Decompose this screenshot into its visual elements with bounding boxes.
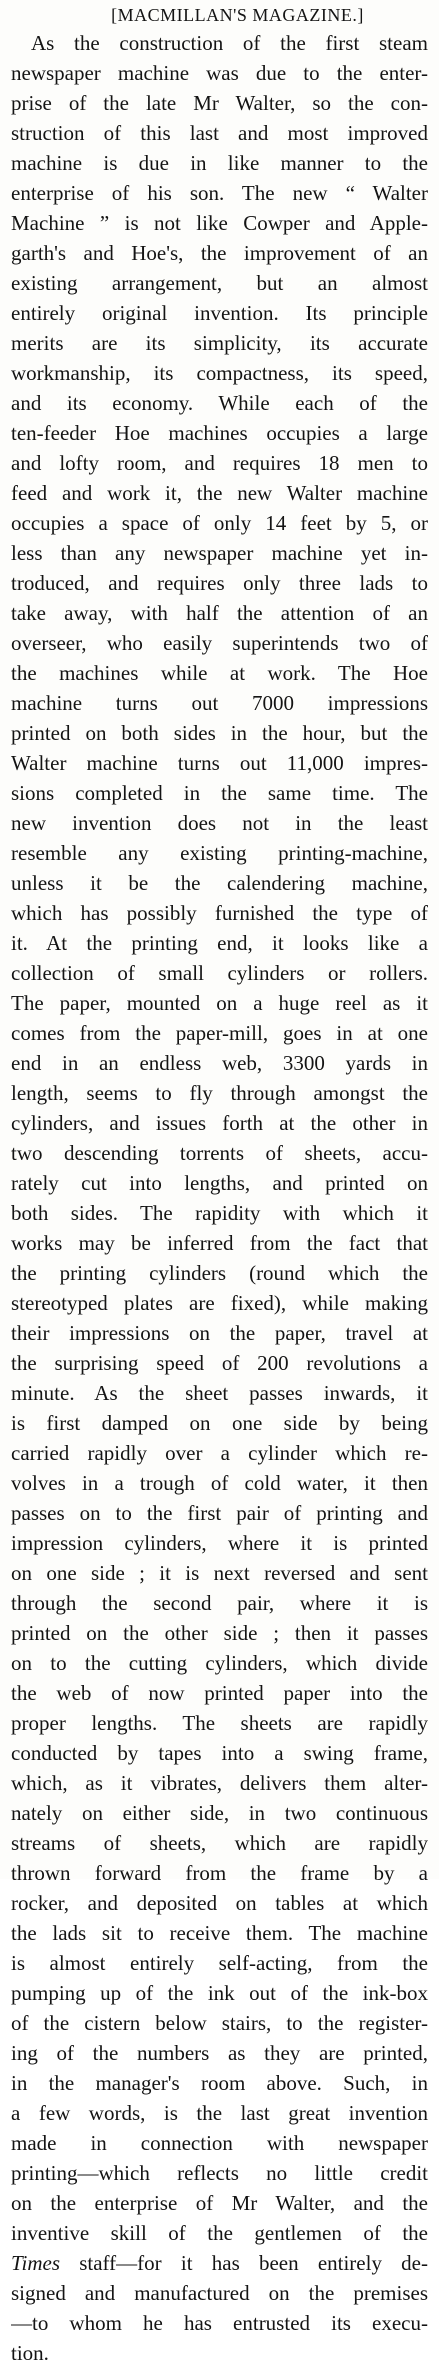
text-line: and lofty room, and requires 18 men to bbox=[11, 451, 428, 475]
text-line: Walter machine turns out 11,000 impres- bbox=[11, 751, 428, 775]
text-line: the printing cylinders (round which the bbox=[11, 1261, 428, 1285]
article-body bbox=[11, 28, 428, 2368]
text-line: their impressions on the paper, travel at bbox=[11, 1321, 428, 1345]
text-line: troduced, and requires only three lads to bbox=[11, 571, 428, 595]
text-line: entirely original invention. Its principle bbox=[11, 301, 428, 325]
text-line: As the construction of the first steam bbox=[31, 31, 428, 55]
text-line: inventive skill of the gentlemen of the bbox=[11, 2221, 428, 2245]
source-heading bbox=[11, 4, 428, 26]
text-line: on the enterprise of Mr Walter, and the bbox=[11, 2191, 428, 2215]
text-line: end in an endless web, 3300 yards in bbox=[11, 1051, 428, 1075]
text-line: works may be inferred from the fact that bbox=[11, 1231, 428, 1255]
text-line: tion. bbox=[11, 2341, 49, 2365]
text-line: Times staff—for it has been entirely de- bbox=[11, 2251, 428, 2275]
text-line: printing—which reflects no little credit bbox=[11, 2161, 428, 2185]
text-line: the machines while at work. The Hoe bbox=[11, 661, 428, 685]
text-line: machine turns out 7000 impressions bbox=[11, 691, 428, 715]
text-line: garth's and Hoe's, the improvement of an bbox=[11, 241, 428, 265]
text-line: newspaper machine was due to the enter- bbox=[11, 61, 428, 85]
text-line: resemble any existing printing-machine, bbox=[11, 841, 428, 865]
text-line: machine is due in like manner to the bbox=[11, 151, 428, 175]
text-line: nately on either side, in two continuous bbox=[11, 1801, 428, 1825]
text-line: streams of sheets, which are rapidly bbox=[11, 1831, 428, 1855]
text-line: struction of this last and most improved bbox=[11, 121, 428, 145]
text-line: both sides. The rapidity with which it bbox=[11, 1201, 428, 1225]
text-line: —to whom he has entrusted its execu- bbox=[11, 2311, 428, 2335]
text-line: pumping up of the ink out of the ink-box bbox=[11, 1981, 428, 2005]
text-line: prise of the late Mr Walter, so the con- bbox=[11, 91, 428, 115]
text-line: rocker, and deposited on tables at which bbox=[11, 1891, 428, 1915]
text-line: the surprising speed of 200 revolutions a bbox=[11, 1351, 428, 1375]
text-line: collection of small cylinders or rollers. bbox=[11, 961, 428, 985]
text-line: conducted by tapes into a swing frame, bbox=[11, 1741, 428, 1765]
text-line: workmanship, its compactness, its speed, bbox=[11, 361, 428, 385]
text-line: existing arrangement, but an almost bbox=[11, 271, 428, 295]
text-line: is almost entirely self-acting, from the bbox=[11, 1951, 428, 1975]
text-line: The paper, mounted on a huge reel as it bbox=[11, 991, 428, 1015]
text-line: the web of now printed paper into the bbox=[11, 1681, 428, 1705]
text-line: two descending torrents of sheets, accu- bbox=[11, 1141, 428, 1165]
text-line: stereotyped plates are fixed), while making bbox=[11, 1291, 428, 1315]
text-line: enterprise of his son. The new “ Walter bbox=[11, 181, 428, 205]
text-line: is first damped on one side by being bbox=[11, 1411, 428, 1435]
text-line: cylinders, and issues forth at the other in bbox=[11, 1111, 428, 1135]
text-line: volves in a trough of cold water, it then bbox=[11, 1471, 428, 1495]
text-line: Machine ” is not like Cowper and Apple- bbox=[11, 211, 428, 235]
text-line: in the manager's room above. Such, in bbox=[11, 2071, 428, 2095]
text-line: new invention does not in the least bbox=[11, 811, 428, 835]
text-line: a few words, is the last great invention bbox=[11, 2101, 428, 2125]
text-line: carried rapidly over a cylinder which re- bbox=[11, 1441, 428, 1465]
text-line: and its economy. While each of the bbox=[11, 391, 428, 415]
text-line: sions completed in the same time. The bbox=[11, 781, 428, 805]
text-line: ten-feeder Hoe machines occupies a large bbox=[11, 421, 428, 445]
text-line: merits are its simplicity, its accurate bbox=[11, 331, 428, 355]
text-line: it. At the printing end, it looks like a bbox=[11, 931, 428, 955]
text-line: on one side ; it is next reversed and sent bbox=[11, 1561, 428, 1585]
text-line: rately cut into lengths, and printed on bbox=[11, 1171, 428, 1195]
text-line: the lads sit to receive them. The machine bbox=[11, 1921, 428, 1945]
text-line: which, as it vibrates, delivers them alter- bbox=[11, 1771, 428, 1795]
text-line: printed on both sides in the hour, but the bbox=[11, 721, 428, 745]
text-line: impression cylinders, where it is printed bbox=[11, 1531, 428, 1555]
text-line: passes on to the first pair of printing and bbox=[11, 1501, 428, 1525]
text-line: overseer, who easily superintends two of bbox=[11, 631, 428, 655]
text-line: minute. As the sheet passes inwards, it bbox=[11, 1381, 428, 1405]
text-line: length, seems to fly through amongst the bbox=[11, 1081, 428, 1105]
text-line: comes from the paper-mill, goes in at one bbox=[11, 1021, 428, 1045]
text-line: signed and manufactured on the premises bbox=[11, 2281, 428, 2305]
text-line: occupies a space of only 14 feet by 5, or bbox=[11, 511, 428, 535]
text-line: take away, with half the attention of an bbox=[11, 601, 428, 625]
text-line: ing of the numbers as they are printed, bbox=[11, 2041, 428, 2065]
text-line: feed and work it, the new Walter machine bbox=[11, 481, 428, 505]
text-line: made in connection with newspaper bbox=[11, 2131, 428, 2155]
text-line: less than any newspaper machine yet in- bbox=[11, 541, 428, 565]
text-line: proper lengths. The sheets are rapidly bbox=[11, 1711, 428, 1735]
text-line: of the cistern below stairs, to the register- bbox=[11, 2011, 428, 2035]
text-line: on to the cutting cylinders, which divide bbox=[11, 1651, 428, 1675]
text-line: unless it be the calendering machine, bbox=[11, 871, 428, 895]
text-line: printed on the other side ; then it passes bbox=[11, 1621, 428, 1645]
text-line: which has possibly furnished the type of bbox=[11, 901, 428, 925]
text-line: through the second pair, where it is bbox=[11, 1591, 428, 1615]
text-line: thrown forward from the frame by a bbox=[11, 1861, 428, 1885]
source-label: [MACMILLAN'S MAGAZINE.] bbox=[111, 5, 364, 25]
